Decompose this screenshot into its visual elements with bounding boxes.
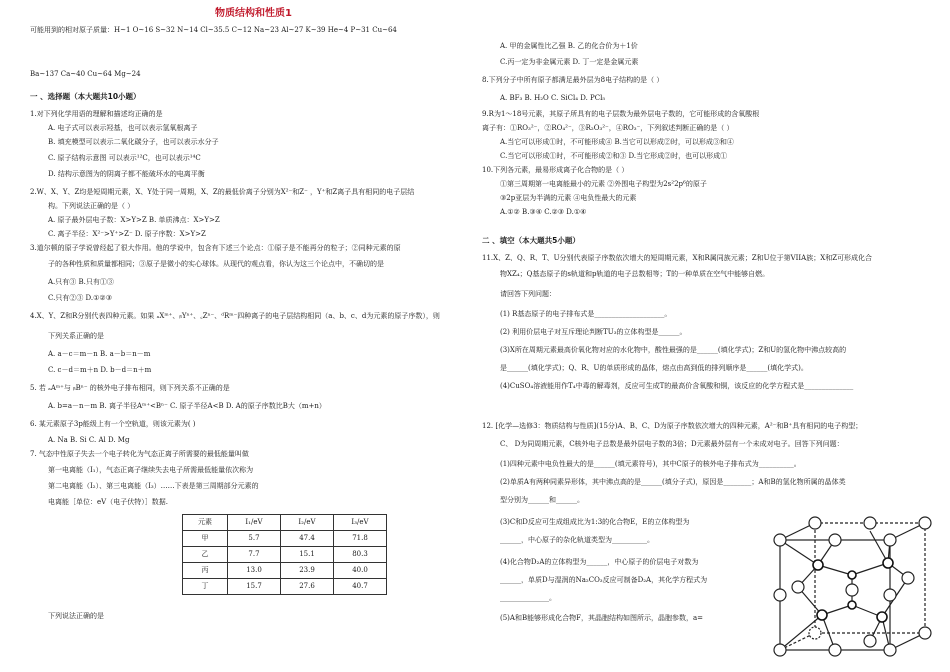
- question-7-stem-2: 第一电离能（I₁），气态正离子继续失去电子所需最低能量依次称为: [48, 466, 254, 474]
- question-7-options-ab: A. 甲的金属性比乙强 B. 乙的化合价为＋1价: [500, 42, 638, 50]
- table-cell: 15.1: [281, 547, 334, 563]
- crystal-cell-figure: [770, 515, 940, 670]
- table-cell: 7.7: [228, 547, 281, 563]
- question-12-part-5: (5)A和B能够形成化合物F，其晶胞结构如图所示，晶胞参数，a=: [500, 614, 704, 622]
- question-8-options: A. BF₃ B. H₂O C. SiCl₄ D. PCl₅: [500, 94, 606, 102]
- table-header-row: [183, 515, 387, 531]
- question-1-option-d: D. 结构示意图为的阴离子都不能破坏水的电离平衡: [48, 170, 205, 178]
- question-5-stem: 5. 若 ₐAᵐ⁺与 ᵦBⁿ⁻ 的核外电子排布相同，则下列关系不正确的是: [30, 384, 230, 392]
- question-8-stem: 8.下列分子中所有原子都满足最外层为8电子结构的是（ ）: [482, 76, 664, 84]
- question-4-options-ab: A. a－c＝m－n B. a－b＝n－m: [48, 350, 151, 358]
- table-row: [183, 547, 387, 563]
- question-10-items-12: ①第三周期第一电离能最小的元素 ②外围电子构型为2s²2p⁶的原子: [500, 180, 707, 188]
- ionization-energy-table: [182, 514, 387, 595]
- table-cell: 乙: [183, 547, 228, 563]
- question-2-stem: 2.W、X、Y、Z均是短周期元素，X、Y处于同一周期，X、Z的最低价离子分别为X²⁻和Z⁻ ，Y⁺和Z离子具有相同的电子层结: [30, 188, 415, 196]
- question-2-stem-cont: 构。下列说法正确的是（ ）: [48, 202, 135, 210]
- question-9-options-ab: A.当它可以形成①时，不可能形成④ B.当它可以形成②时，可以形成③和④: [500, 138, 734, 146]
- question-12-part-4-cont-2: ______________。: [500, 594, 556, 602]
- question-4-stem: 4.X、Y、Z和R分别代表四种元素。如果 ₐXᵐ⁺、ᵦYⁿ⁺、꜀Zⁿ⁻、ᵈRᵐ⁻四种离子的电子层结构相同（a、b、c、d为元素的原子序数），则: [30, 312, 440, 320]
- atomic-masses-line-2: Ba~137 Ca~40 Cu~64 Mg~24: [30, 70, 141, 78]
- table-row: [183, 531, 387, 547]
- table-cell: 丁: [183, 579, 228, 595]
- question-12-part-2-cont: 型分别为______和______。: [500, 496, 584, 504]
- question-4-stem-cont: 下列关系正确的是: [48, 332, 104, 340]
- question-2-options-ab: A. 原子最外层电子数：X>Y>Z B. 单质沸点：X>Y>Z: [48, 216, 220, 224]
- question-12-part-4: (4)化合物D₂A的立体构型为______，中心原子的价层电子对数为: [500, 558, 699, 566]
- question-7-stem-3: 第二电离能（I₂）、第三电离能（I₃）……下表是第三周期部分元素的: [48, 482, 259, 490]
- question-10-options: A.①② B.③④ C.②③ D.①④: [500, 208, 587, 216]
- question-1-option-b: B. 填充模型可以表示二氧化碳分子，也可以表示水分子: [48, 138, 219, 146]
- question-1-stem: 1.对下列化学用语的理解和描述均正确的是: [30, 110, 163, 118]
- question-7-tail: 下列说法正确的是: [48, 612, 104, 620]
- table-cell: 40.7: [334, 579, 387, 595]
- question-11-stem: 11.X、Z、Q、R、T、U分别代表原子序数依次增大的短周期元素，X和R属同族元素；Z和U位于第VIIA族；X和Z可形成化合: [482, 254, 873, 262]
- question-11-part-2: (2) 利用价层电子对互斥理论判断TU₃的立体构型是______。: [500, 328, 687, 336]
- question-10-items-34: ③2p亚层为半满的元素 ④电负性最大的元素: [500, 194, 637, 202]
- question-11-part-3-cont: 是______(填化学式)；Q、R、U的单质形成的晶体，熔点由高到低的排列顺序是______(填化学式)。: [500, 364, 808, 372]
- question-7-stem: 7. 气态中性原子失去一个电子转化为气态正离子所需要的最低能量叫做: [30, 450, 249, 458]
- table-cell: 27.6: [281, 579, 334, 595]
- table-row: [183, 563, 387, 579]
- question-12-part-4-cont: ______，单质D与湿润的Na₂CO₃反应可制备D₂A，其化学方程式为: [500, 576, 708, 584]
- table-cell: 40.0: [334, 563, 387, 579]
- question-1-option-a: A. 电子式可以表示羟基，也可以表示氢氧根离子: [48, 124, 198, 132]
- table-cell: 甲: [183, 531, 228, 547]
- section-heading-choice: 一 、选择题（本大题共10小题）: [30, 92, 141, 101]
- question-9-stem-cont: 离子有：①RO₃²⁻，②RO₄²⁻，③R₂O₃²⁻，④RO₃⁻，下列叙述判断正确的是（ ）: [482, 124, 734, 132]
- question-4-options-cd: C. c－d＝m＋n D. b－d＝n＋m: [48, 366, 152, 374]
- question-2-options-cd: C. 离子半径：X²⁻>Y⁺>Z⁻ D. 原子序数：X>Y>Z: [48, 230, 206, 238]
- table-cell: 23.9: [281, 563, 334, 579]
- question-9-stem: 9.R为1～18号元素，其原子所具有的电子层数为最外层电子数的，它可能形成的含氧酸根: [482, 110, 760, 118]
- section-heading-fill: 二 、填空（本大题共5小题）: [482, 236, 580, 245]
- table-header-cell: I₂/eV: [281, 515, 334, 531]
- table-cell: 80.3: [334, 547, 387, 563]
- question-9-options-cd: C.当它可以形成①时，不可能形成②和③ D.当它形成②时，也可以形成①: [500, 152, 728, 160]
- table-cell: 71.8: [334, 531, 387, 547]
- question-6-options: A. Na B. Si C. Al D. Mg: [48, 436, 130, 444]
- table-cell: 47.4: [281, 531, 334, 547]
- question-12-part-2: (2)单质A有两种同素异形体，其中沸点高的是______(填分子式)，原因是________；A和B的氢化物所属的晶体类: [500, 478, 846, 486]
- table-header-cell: 元素: [183, 515, 228, 531]
- atomic-masses-line-1: 可能用到的相对原子质量：H~1 O~16 S~32 N~14 Cl~35.5 C~12 Na~23 Al~27 K~39 He~4 P~31 Cu~64: [30, 26, 397, 34]
- question-12-stem-cont: C、 D为同周期元素，C核外电子总数是最外层电子数的3倍；D元素最外层有一个未成对电子。回答下列问题：: [500, 440, 844, 448]
- table-row: [183, 579, 387, 595]
- question-3-stem-cont: 子的各种性质和质量都相同；③原子是微小的实心球体。从现代的观点看，你认为这三个论点中，不确切的是: [48, 260, 384, 268]
- table-header-cell: I₃/eV: [334, 515, 387, 531]
- table-cell: 13.0: [228, 563, 281, 579]
- question-12-part-3-cont: ______，中心原子的杂化轨道类型为__________。: [500, 536, 654, 544]
- question-10-stem: 10.下列各元素，最易形成离子化合物的是（ ）: [482, 166, 629, 174]
- question-6-stem: 6. 某元素原子3p能级上有一个空轨道，则该元素为( ): [30, 420, 196, 428]
- question-11-stem-cont: 物XZ₄；Q基态原子的s轨道和p轨道的电子总数相等；T的一种单质在空气中能够自燃。: [500, 270, 770, 278]
- page-title: 物质结构和性质1: [215, 8, 292, 19]
- question-3-options-ab: A.只有③ B.只有①③: [48, 278, 114, 286]
- question-11-part-3: (3)X所在周期元素最高价氧化物对应的水化物中，酸性最强的是______(填化学式)；Z和U的氢化物中沸点较高的: [500, 346, 847, 354]
- question-7-stem-4: 电离能［单位：eV（电子伏特）］数据.: [48, 498, 168, 506]
- question-1-option-c: C. 原子结构示意图 可以表示¹²C，也可以表示¹⁴C: [48, 154, 201, 162]
- question-12-part-1: (1)四种元素中电负性最大的是______(填元素符号)，其中C原子的核外电子排布式为__________。: [500, 460, 801, 468]
- table-cell: 丙: [183, 563, 228, 579]
- question-11-part-4: (4)CuSO₄溶液能用作T₄中毒的解毒剂，反应可生成T的最高价含氧酸和铜，该反应的化学方程式是______________: [500, 382, 854, 390]
- table-header-cell: I₁/eV: [228, 515, 281, 531]
- question-12-stem: 12. [化学—选修3：物质结构与性质](15分)A、B、C、D为原子序数依次增大的四种元素，A²⁻和B⁺具有相同的电子构型；: [482, 422, 863, 430]
- question-3-stem: 3.道尔顿的原子学说曾经起了很大作用。他的学说中，包含有下述三个论点：①原子是不能再分的粒子；②同种元素的原: [30, 244, 401, 252]
- question-12-part-3: (3)C和D反应可生成组成比为1:3的化合物E，E的立体构型为: [500, 518, 690, 526]
- question-11-prompt: 请回答下列问题：: [500, 290, 556, 298]
- question-3-options-cd: C.只有②③ D.①②③: [48, 294, 112, 302]
- question-7-options-cd: C.丙一定为非金属元素 D. 丁一定是金属元素: [500, 58, 639, 66]
- question-11-part-1: (1) R基态原子的电子排布式是____________________。: [500, 310, 672, 318]
- table-cell: 15.7: [228, 579, 281, 595]
- question-5-options: A. b=a－n－m B. 离子半径Aᵐ⁺<Bⁿ⁻ C. 原子半径A<B D. A的原子序数比B大（m+n）: [48, 402, 326, 410]
- table-cell: 5.7: [228, 531, 281, 547]
